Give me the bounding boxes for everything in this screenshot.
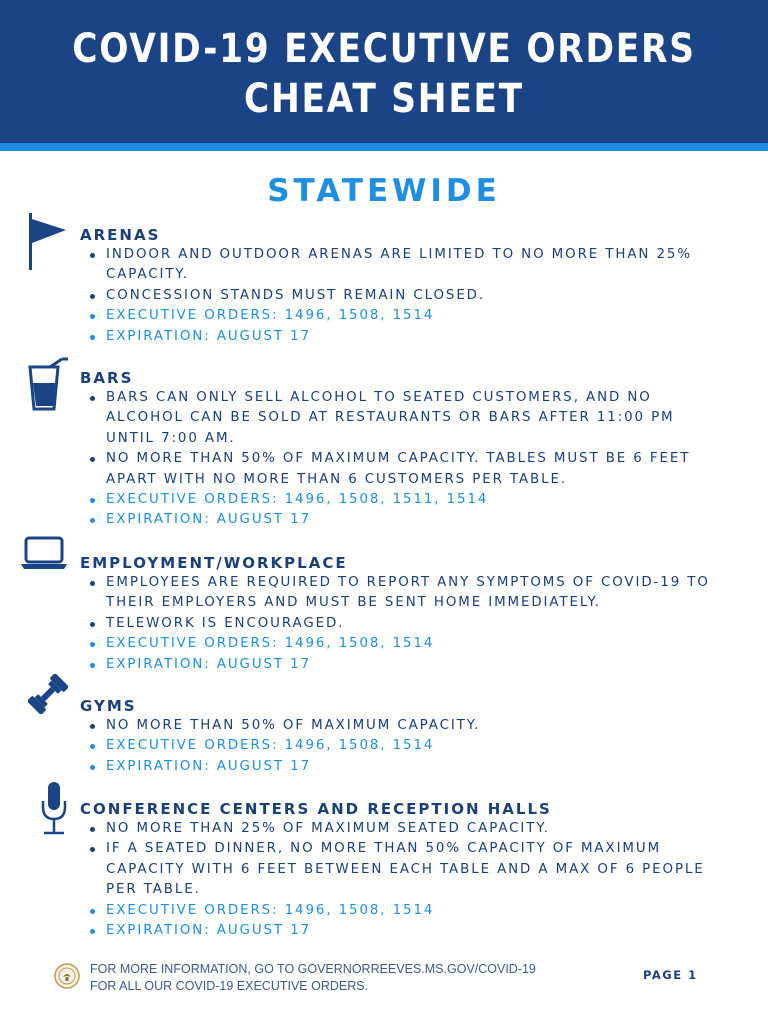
category-arenas (80, 225, 740, 347)
drink-glass-icon (26, 357, 70, 412)
rule-item: NO MORE THAN 50% OF MAXIMUM CAPACITY. (80, 716, 718, 736)
executive-orders-item: EXECUTIVE ORDERS: 1496, 1508, 1514 (80, 736, 718, 756)
microphone-icon (38, 781, 70, 835)
header-banner (0, 0, 768, 143)
state-seal-icon (54, 963, 80, 989)
footer-line-1: FOR MORE INFORMATION, GO TO GOVERNORREEVES.MS.GOV/COVID-19 (90, 962, 536, 976)
category-title: BARS (80, 369, 134, 387)
expiration-item: EXPIRATION: AUGUST 17 (80, 655, 718, 675)
executive-orders-item: EXECUTIVE ORDERS: 1496, 1508, 1514 (80, 901, 718, 921)
category-employment-workplace (80, 553, 740, 675)
page-title-line-2: CHEAT SHEET (244, 76, 524, 122)
footer-line-2: FOR ALL OUR COVID-19 EXECUTIVE ORDERS. (90, 979, 369, 993)
dumbbell-icon (28, 674, 68, 714)
expiration-item: EXPIRATION: AUGUST 17 (80, 327, 718, 347)
rule-item: CONCESSION STANDS MUST REMAIN CLOSED. (80, 286, 718, 306)
rule-item: INDOOR AND OUTDOOR ARENAS ARE LIMITED TO NO MORE THAN 25% CAPACITY. (80, 245, 718, 286)
category-gyms (80, 696, 740, 777)
rule-item: EMPLOYEES ARE REQUIRED TO REPORT ANY SYMPTOMS OF COVID-19 TO THEIR EMPLOYERS AND MUST BE SENT HOME IMMEDIATELY. (80, 573, 718, 614)
expiration-item: EXPIRATION: AUGUST 17 (80, 921, 718, 941)
expiration-item: EXPIRATION: AUGUST 17 (80, 510, 718, 530)
category-title: GYMS (80, 697, 137, 715)
rule-item: IF A SEATED DINNER, NO MORE THAN 50% CAPACITY OF MAXIMUM CAPACITY WITH 6 FEET BETWEEN EACH TABLE AND A MAX OF 6 PEOPLE PER TABLE. (80, 839, 718, 900)
category-conference-centers (80, 799, 740, 941)
category-title: CONFERENCE CENTERS AND RECEPTION HALLS (80, 800, 552, 818)
rule-item: NO MORE THAN 50% OF MAXIMUM CAPACITY. TABLES MUST BE 6 FEET APART WITH NO MORE THAN 6 CUSTOMERS PER TABLE. (80, 449, 718, 490)
executive-orders-item: EXECUTIVE ORDERS: 1496, 1508, 1514 (80, 306, 718, 326)
rule-item: TELEWORK IS ENCOURAGED. (80, 614, 718, 634)
laptop-icon (20, 536, 68, 570)
section-title: STATEWIDE (267, 173, 501, 209)
flag-icon (26, 213, 68, 271)
page-title-line-1: COVID-19 EXECUTIVE ORDERS (72, 26, 696, 72)
rule-item: BARS CAN ONLY SELL ALCOHOL TO SEATED CUSTOMERS, AND NO ALCOHOL CAN BE SOLD AT RESTAURANTS OR BARS AFTER 11:00 PM UNTIL 7:00 AM. (80, 388, 718, 449)
rule-item: NO MORE THAN 25% OF MAXIMUM SEATED CAPACITY. (80, 819, 718, 839)
category-title: EMPLOYMENT/WORKPLACE (80, 554, 348, 572)
category-title: ARENAS (80, 226, 161, 244)
expiration-item: EXPIRATION: AUGUST 17 (80, 757, 718, 777)
footer-info (90, 961, 536, 995)
executive-orders-item: EXECUTIVE ORDERS: 1496, 1508, 1511, 1514 (80, 490, 718, 510)
page-number: PAGE 1 (643, 968, 698, 982)
executive-orders-item: EXECUTIVE ORDERS: 1496, 1508, 1514 (80, 634, 718, 654)
category-bars (80, 368, 740, 531)
header-accent-stripe (0, 143, 768, 151)
